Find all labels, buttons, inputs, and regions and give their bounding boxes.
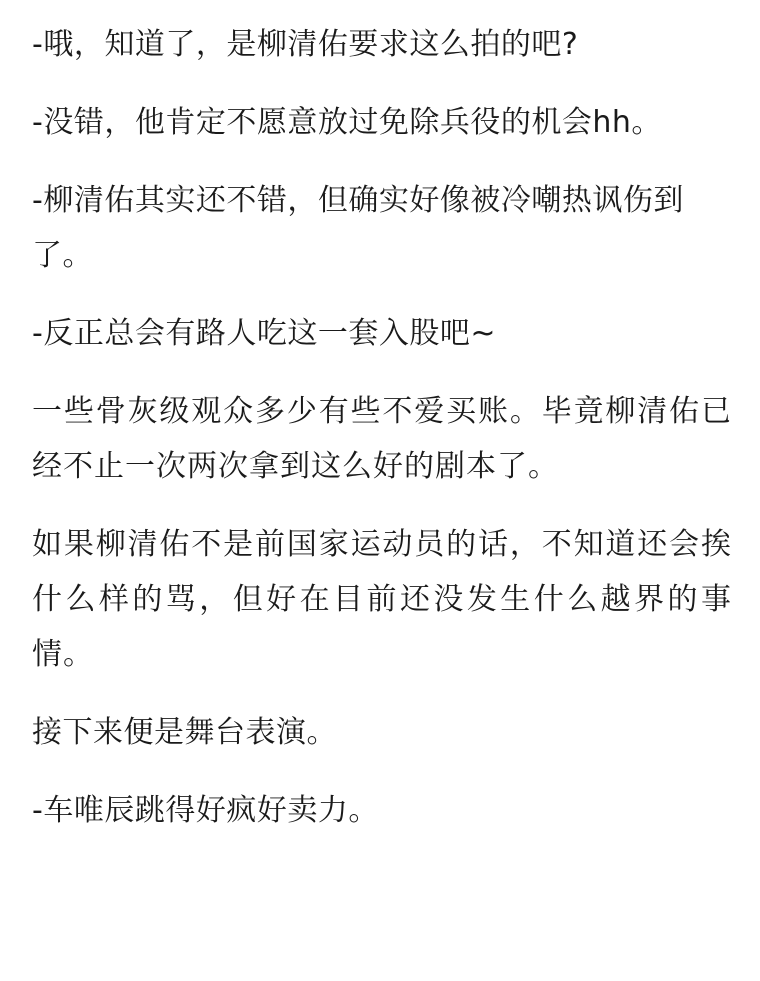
- paragraph: -哦，知道了，是柳清佑要求这么拍的吧?: [32, 27, 579, 62]
- paragraph: -柳清佑其实还不错，但确实好像被冷嘲热讽伤到了。: [32, 183, 684, 273]
- paragraph: -反正总会有路人吃这一套入股吧~: [32, 316, 496, 351]
- paragraph: -车唯辰跳得好疯好卖力。: [32, 793, 379, 828]
- article-body: [32, 17, 732, 861]
- paragraph: 如果柳清佑不是前国家运动员的话，不知道还会挨什么样的骂，但好在目前还没发生什么越界的事情。: [32, 527, 732, 672]
- paragraph: -没错，他肯定不愿意放过免除兵役的机会hh。: [32, 105, 662, 140]
- paragraph: 一些骨灰级观众多少有些不爱买账。毕竟柳清佑已经不止一次两次拿到这么好的剧本了。: [32, 394, 732, 484]
- paragraph: 接下来便是舞台表演。: [32, 715, 337, 750]
